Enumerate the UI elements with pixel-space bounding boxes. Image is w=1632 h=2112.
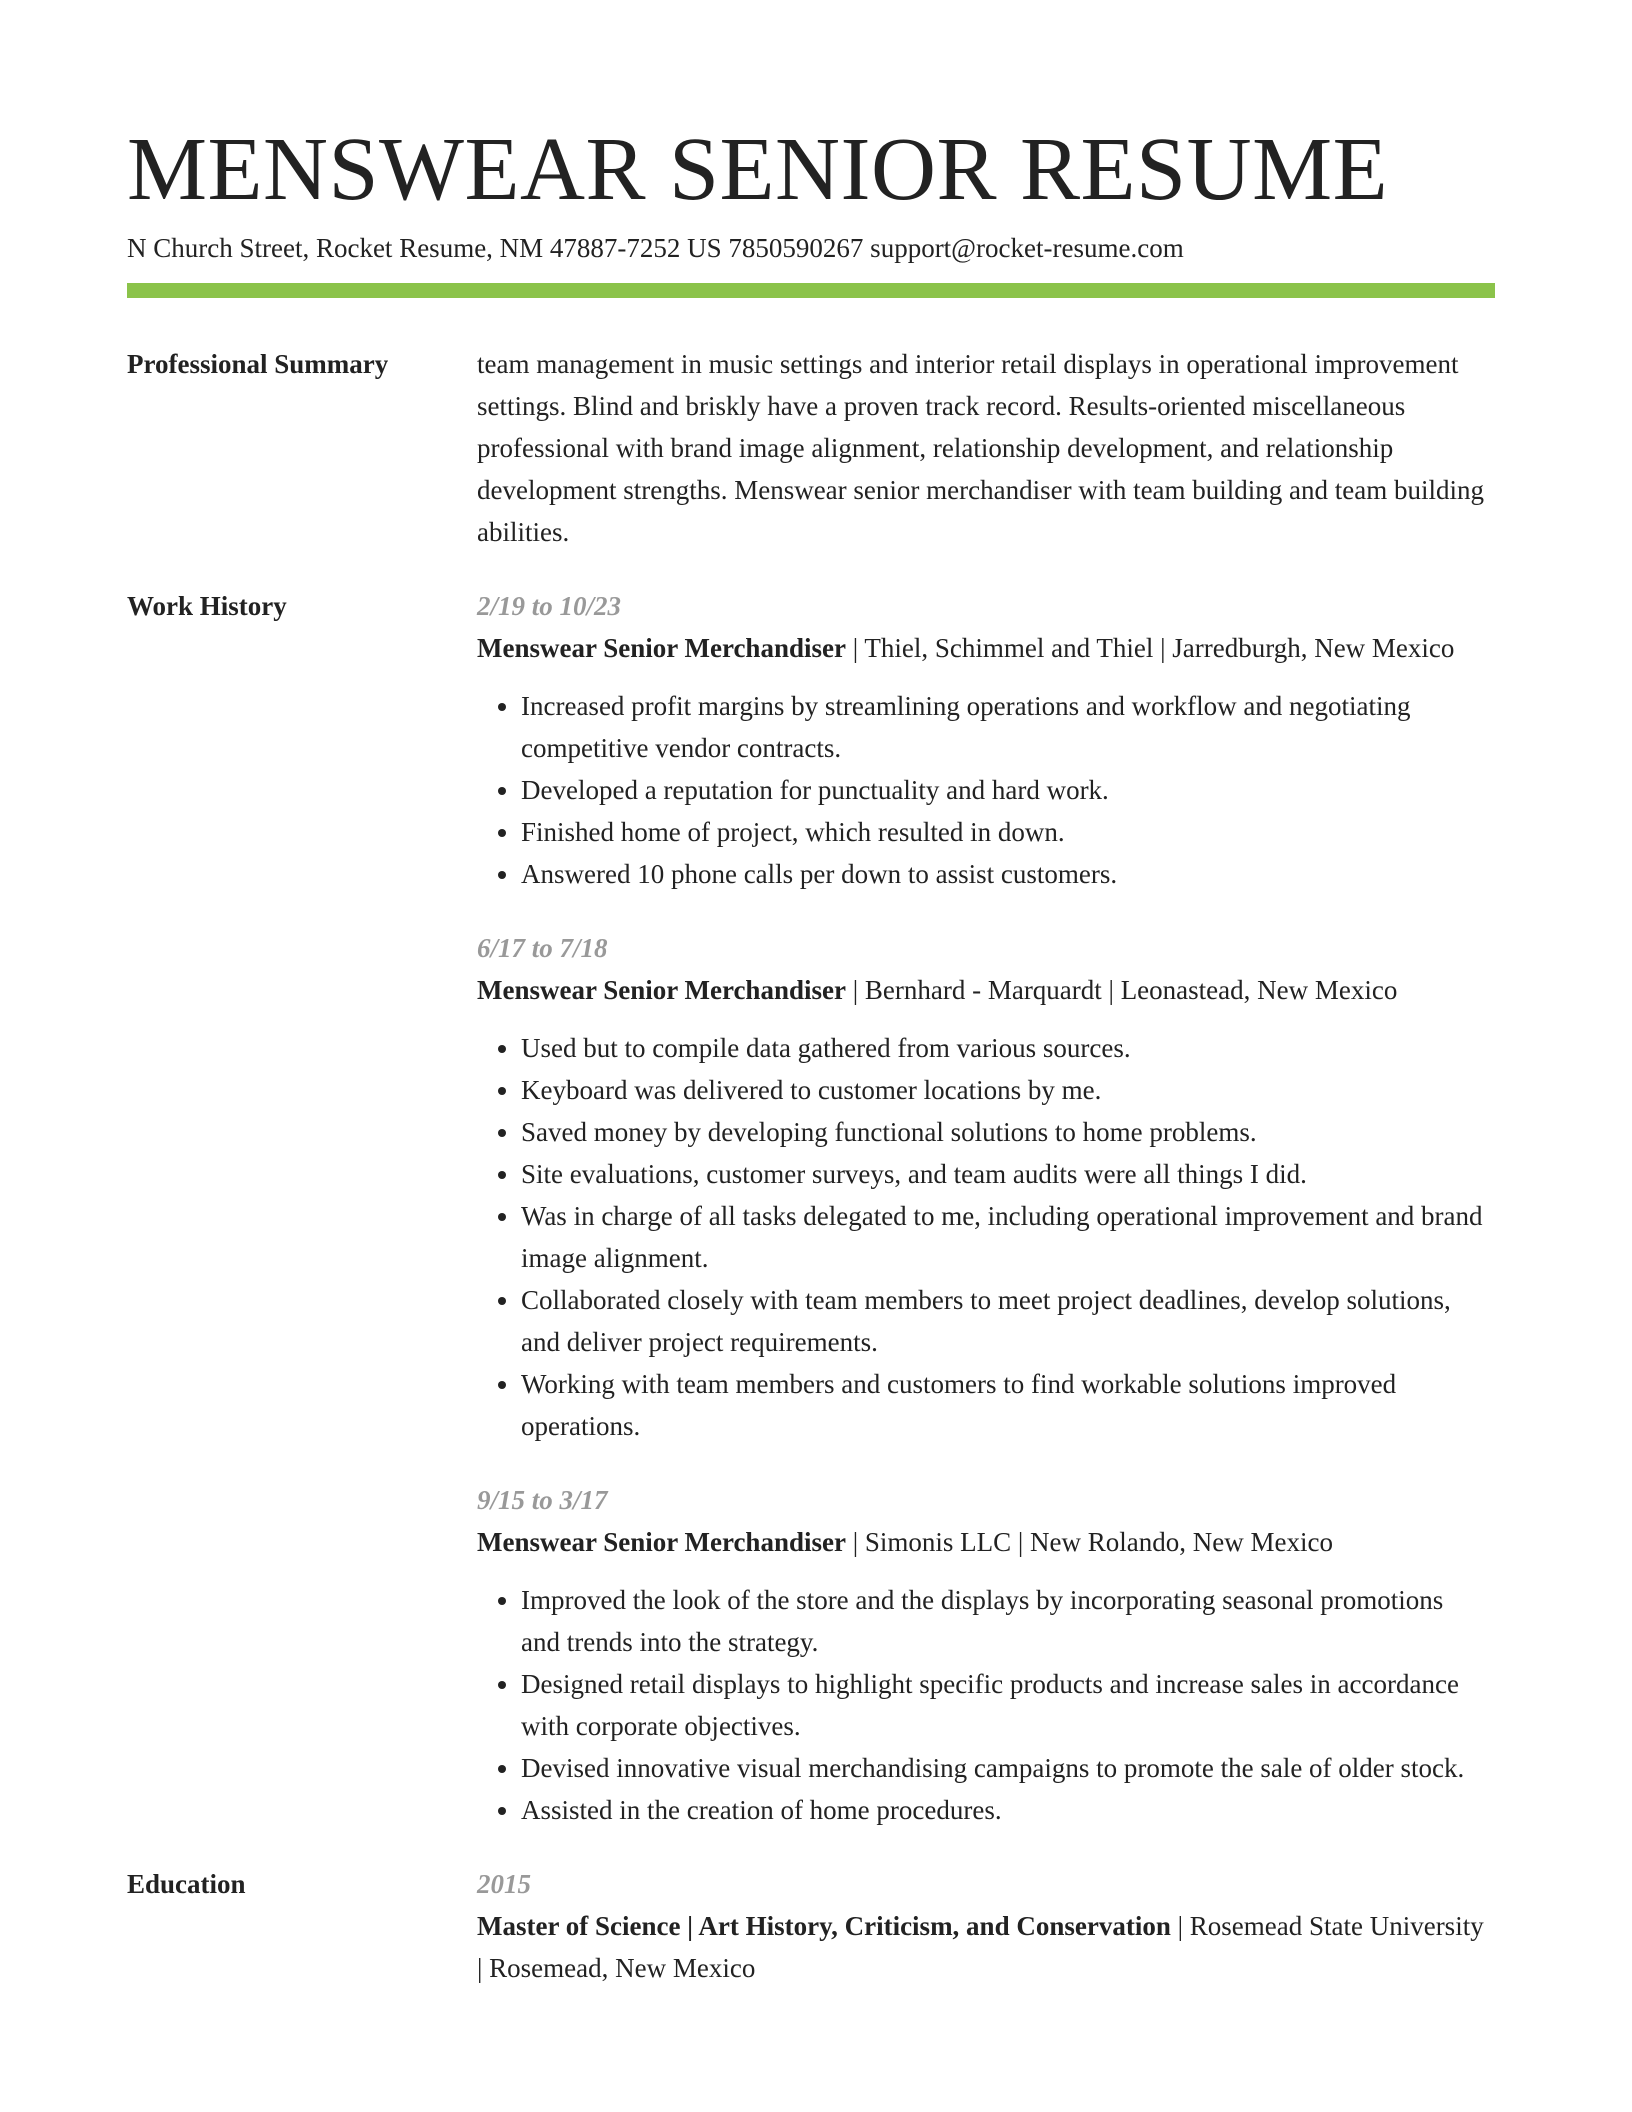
resume-title: MENSWEAR SENIOR RESUME	[127, 120, 1389, 219]
job-title-line	[477, 627, 1487, 669]
education-degree: Master of Science | Art History, Criticism, and Conservation	[477, 1911, 1171, 1941]
job-bullet: • Collaborated closely with team members to meet project deadlines, develop solutions, and deliver project requirements.	[521, 1279, 1487, 1363]
job-bullet: • Developed a reputation for punctuality and hard work.	[521, 769, 1487, 811]
job-entry	[477, 585, 1487, 895]
job-bullet: • Finished home of project, which resulted in down.	[521, 811, 1487, 853]
job-bullet: • Working with team members and customers to find workable solutions improved operations.	[521, 1363, 1487, 1447]
job-bullets	[477, 685, 1487, 895]
job-entry	[477, 927, 1487, 1447]
job-bullet: • Saved money by developing functional solutions to home problems.	[521, 1111, 1487, 1153]
job-details: | Simonis LLC | New Rolando, New Mexico	[845, 1527, 1333, 1557]
work-history-section	[127, 585, 1495, 1831]
education-body	[477, 1863, 1495, 1989]
section-label-work-history: Work History	[127, 591, 287, 621]
job-role: Menswear Senior Merchandiser	[477, 975, 846, 1005]
education-details: | Rosemead State University | Rosemead, New Mexico	[477, 1911, 1484, 1983]
summary-text: team management in music settings and interior retail displays in operational improvement settings. Blind and briskly have a proven track record. Results-oriented miscellaneous professional with brand image alignment, relationship development, and relationship development strengths. Menswear senior merchandiser with team building and team building abilities.	[477, 349, 1485, 547]
education-section	[127, 1863, 1495, 1989]
job-bullet: • Used but to compile data gathered from various sources.	[521, 1027, 1487, 1069]
job-role: Menswear Senior Merchandiser	[477, 1527, 846, 1557]
job-details: | Bernhard - Marquardt | Leonastead, New Mexico	[845, 975, 1398, 1005]
job-dates: 2/19 to 10/23	[477, 591, 622, 621]
job-bullet: • Answered 10 phone calls per down to assist customers.	[521, 853, 1487, 895]
job-bullets	[477, 1579, 1487, 1831]
job-bullets	[477, 1027, 1487, 1447]
job-dates: 6/17 to 7/18	[477, 933, 608, 963]
section-label-summary: Professional Summary	[127, 349, 389, 379]
job-bullet: • Site evaluations, customer surveys, and team audits were all things I did.	[521, 1153, 1487, 1195]
education-title-line	[477, 1905, 1487, 1989]
job-bullet: • Designed retail displays to highlight specific products and increase sales in accordance with corporate objectives.	[521, 1663, 1487, 1747]
job-bullet: • Assisted in the creation of home procedures.	[521, 1789, 1487, 1831]
resume-page	[127, 122, 1495, 1989]
job-bullet: • Improved the look of the store and the displays by incorporating seasonal promotions and trends into the strategy.	[521, 1579, 1487, 1663]
accent-divider	[127, 283, 1495, 298]
job-role: Menswear Senior Merchandiser	[477, 633, 846, 663]
summary-section	[127, 343, 1495, 553]
job-entry	[477, 1479, 1487, 1831]
job-bullet: • Increased profit margins by streamlining operations and workflow and negotiating competitive vendor contracts.	[521, 685, 1487, 769]
job-title-line	[477, 1521, 1487, 1563]
job-dates: 9/15 to 3/17	[477, 1485, 608, 1515]
section-label-education: Education	[127, 1869, 246, 1899]
job-title-line	[477, 969, 1487, 1011]
contact-line: N Church Street, Rocket Resume, NM 47887-7252 US 7850590267 support@rocket-resume.com	[127, 233, 1184, 263]
job-details: | Thiel, Schimmel and Thiel | Jarredburgh, New Mexico	[845, 633, 1455, 663]
job-bullet: • Keyboard was delivered to customer locations by me.	[521, 1069, 1487, 1111]
work-history-body	[477, 585, 1495, 1831]
job-bullet: • Was in charge of all tasks delegated to me, including operational improvement and brand image alignment.	[521, 1195, 1487, 1279]
job-bullet: • Devised innovative visual merchandising campaigns to promote the sale of older stock.	[521, 1747, 1487, 1789]
education-year: 2015	[477, 1869, 531, 1899]
